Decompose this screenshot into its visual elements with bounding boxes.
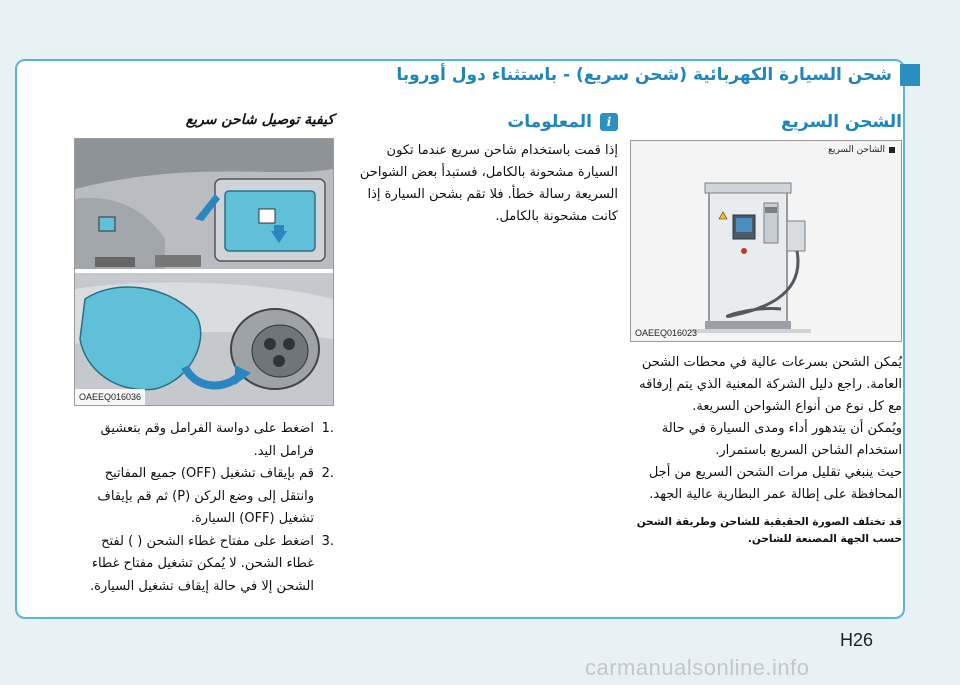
left-column (74, 112, 334, 598)
step-text: اضغط على مفتاح غطاء الشحن ( ) لفتح غطاء الشحن. لا يُمكن تشغيل مفتاح غطاء الشحن إلا في حالة إيقاف تشغيل السيارة. (89, 533, 314, 594)
information-title: المعلومات (507, 112, 592, 132)
charge-port-illustration (75, 139, 333, 405)
disclaimer-note: قد تختلف الصورة الحقيقية للشاحن وطريقة الشحن حسب الجهة المصنعة للشاحن. (636, 516, 902, 545)
figure-code: OAEEQ016036 (79, 392, 142, 402)
information-paragraph: إذا قمت باستخدام شاحن سريع عندما تكون السيارة مشحونة بالكامل، فستبدأ بعض الشواحن السريعة رسالة خطأ. فلا تقم بشحن السيارة إذا كانت مشحونة بالكامل. (359, 143, 618, 224)
body-paragraph-2: ويُمكن أن يتدهور أداء ومدى السيارة في حالة استخدام الشاحن السريع باستمرار. (661, 421, 902, 458)
fast-charging-title: الشحن السريع (780, 112, 902, 132)
page-header (396, 63, 920, 87)
information-icon: i (600, 113, 618, 131)
fast-charger-illustration (631, 141, 901, 341)
figure-label: الشاحن السريع (828, 145, 895, 155)
page-number: H26 (840, 630, 874, 650)
step-number: .1 (321, 421, 334, 436)
body-paragraph-3: حيث ينبغي تقليل مرات الشحن السريع من أجل المحافظة على إطالة عمر البطارية عالية الجهد. (648, 465, 902, 502)
fast-charger-figure (630, 140, 902, 342)
figure-code: OAEEQ016023 (635, 328, 698, 338)
information-heading (350, 112, 618, 132)
step-text: اضغط على دواسة الفرامل وقم بتعشيق فرامل اليد. (100, 421, 314, 459)
step-number: .3 (321, 533, 334, 549)
middle-column (350, 112, 618, 228)
right-column (630, 112, 902, 548)
how-to-connect-title: كيفية توصيل شاحن سريع (185, 112, 334, 128)
list-item (74, 463, 334, 531)
step-number: .2 (321, 466, 334, 481)
list-item (74, 531, 334, 599)
page-title: شحن السيارة الكهربائية (شحن سريع) - باستثناء دول أوروبا (396, 65, 892, 85)
list-item (74, 418, 334, 463)
charge-port-figure (74, 138, 334, 406)
watermark: carmanualsonline.info (585, 655, 810, 680)
connection-steps-list (74, 418, 334, 598)
body-paragraph-1: يُمكن الشحن بسرعات عالية في محطات الشحن العامة. راجع دليل الشركة المعنية الذي يتم إرفاقه مع كل نوع من أنواع الشواحن السريعة. (639, 355, 902, 414)
header-accent-block (900, 64, 920, 86)
step-text: قم بإيقاف تشغيل (OFF) جميع المفاتيح وانتقل إلى وضع الركن (P) ثم قم بإيقاف تشغيل (OFF) السيارة. (97, 466, 314, 526)
